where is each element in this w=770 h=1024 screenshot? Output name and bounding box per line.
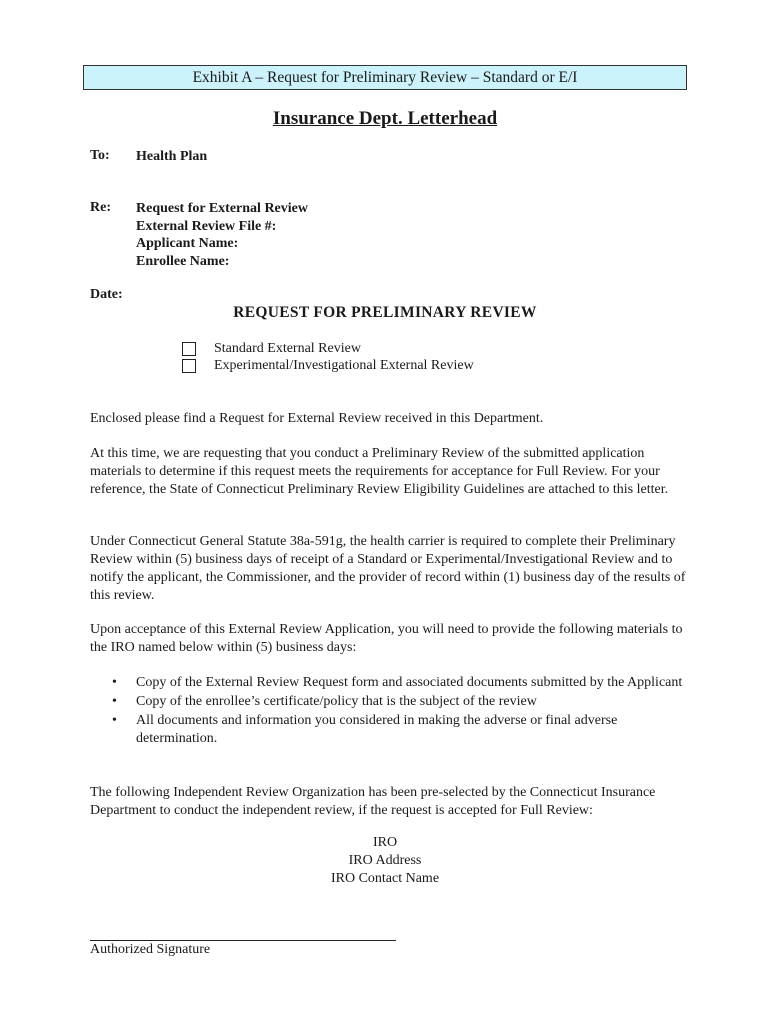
list-item-text: Copy of the External Review Request form and associated documents submitted by the Applicant (136, 675, 683, 690)
checkbox-row-experimental[interactable] (182, 358, 474, 374)
paragraph-enclosed: Enclosed please find a Request for External Review received in this Department. (90, 411, 544, 426)
iro-contact-name: IRO Contact Name (330, 871, 440, 886)
iro-name: IRO (372, 835, 398, 850)
list-item (90, 693, 690, 711)
list-item-text: Copy of the enrollee’s certificate/policy that is the subject of the review (136, 694, 537, 709)
materials-list (90, 674, 690, 749)
bullet-icon: • (112, 675, 117, 690)
experimental-review-checkbox[interactable] (182, 359, 196, 373)
date-label: Date: (90, 287, 123, 302)
paragraph-acceptance: Upon acceptance of this External Review Application, you will need to provide the following materials to the IRO named below within (5) business days: (90, 622, 683, 655)
standard-review-label: Standard External Review (214, 341, 361, 356)
re-label: Re: (90, 200, 111, 215)
re-line-applicant-name: Applicant Name: (136, 236, 239, 251)
re-line-request: Request for External Review (136, 201, 308, 216)
experimental-review-label: Experimental/Investigational External Review (214, 358, 474, 373)
exhibit-title: Exhibit A – Request for Preliminary Review – Standard or E/I (83, 65, 687, 90)
to-value: Health Plan (136, 149, 208, 164)
list-item-text: All documents and information you considered in making the adverse or final adverse determination. (136, 713, 618, 746)
request-heading: REQUEST FOR PRELIMINARY REVIEW (233, 304, 537, 321)
standard-review-checkbox[interactable] (182, 342, 196, 356)
re-line-enrollee-name: Enrollee Name: (136, 253, 230, 269)
iro-address: IRO Address (348, 853, 422, 868)
paragraph-iro: The following Independent Review Organization has been pre-selected by the Connecticut Insurance Department to conduct the independent review, if the request is accepted for Full Review: (90, 785, 656, 818)
to-label: To: (90, 148, 110, 163)
bullet-icon: • (112, 713, 117, 728)
signature-line (90, 940, 396, 941)
re-lines (136, 200, 308, 270)
paragraph-statute: Under Connecticut General Statute 38a-591g, the health carrier is required to complete their Preliminary Review within (5) business days of receipt of a Standard or Experimental/Investigational Review and to notify the applicant, the Commissioner, and the provider of record within (1) business day of the results of this review. (90, 534, 686, 603)
bullet-icon: • (112, 694, 117, 709)
checkbox-row-standard[interactable] (182, 341, 361, 357)
list-item (90, 674, 690, 692)
signature-label: Authorized Signature (90, 942, 211, 957)
letterhead-title: Insurance Dept. Letterhead (272, 108, 498, 129)
re-line-file-number: External Review File #: (136, 218, 277, 234)
list-item (90, 712, 690, 748)
paragraph-request-review: At this time, we are requesting that you conduct a Preliminary Review of the submitted application materials to determine if this request meets the requirements for acceptance for Full Review. For your reference, the State of Connecticut Preliminary Review Eligibility Guidelines are attached to this letter. (90, 446, 669, 497)
